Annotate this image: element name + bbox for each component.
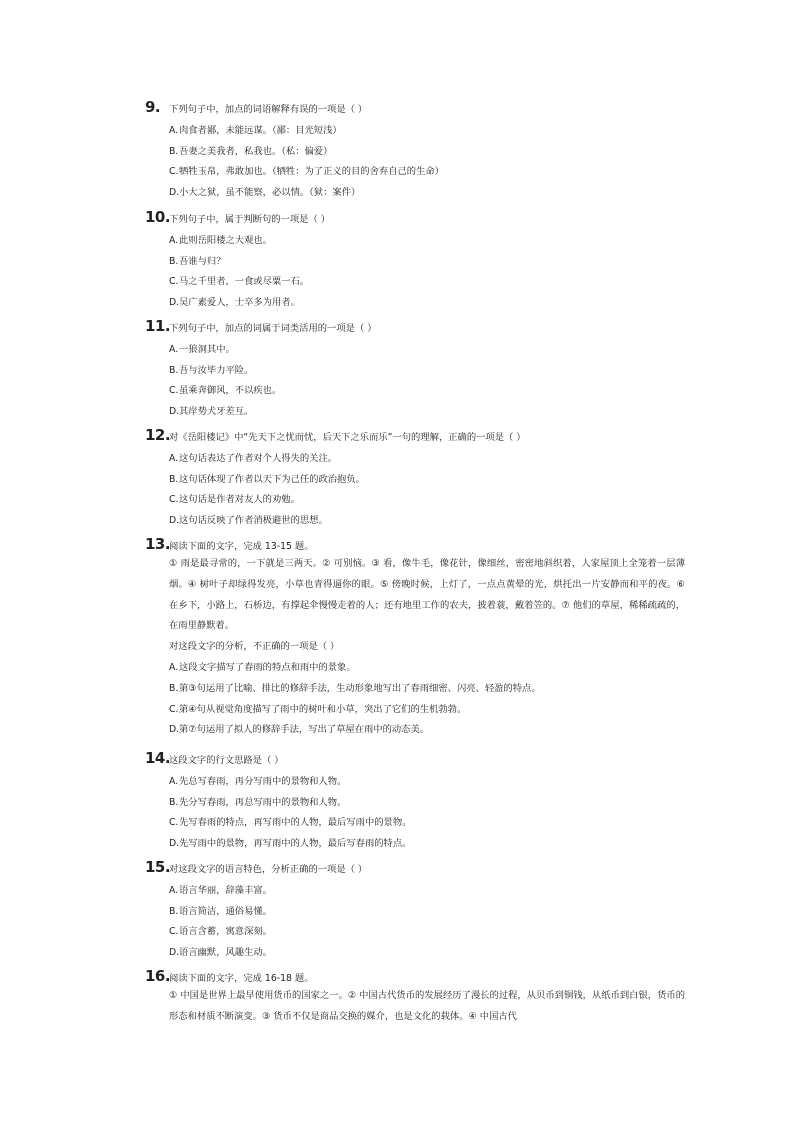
question-prompt: 对《岳阳楼记》中“先天下之忧而忧，后天下之乐而乐”一句的理解，正确的一项是（ ） xyxy=(169,432,526,443)
question-number: 9. xyxy=(145,98,161,116)
option-b: B. 第③句运用了比喻、排比的修辞手法，生动形象地写出了春雨细密、闪亮、轻盈的特点。 xyxy=(169,682,541,694)
question-prompt: 下列句子中，加点的词属于词类活用的一项是（ ） xyxy=(169,323,377,334)
question-prompt: 这段文字的行文思路是（ ） xyxy=(169,755,284,766)
option-c: C. 马之千里者，一食或尽粟一石。 xyxy=(169,276,310,288)
question-9 xyxy=(145,98,685,199)
option-d: D. 第⑦句运用了拟人的修辞手法，写出了草屋在雨中的动态美。 xyxy=(169,724,430,736)
question-number: 11. xyxy=(145,317,171,335)
question-number: 12. xyxy=(145,426,171,444)
question-16 xyxy=(145,967,685,1028)
option-d: D. 语言幽默，风趣生动。 xyxy=(169,947,272,959)
option-a: A. 这段文字描写了春雨的特点和雨中的景象。 xyxy=(169,661,356,673)
option-d: D. 其岸势犬牙差互。 xyxy=(169,406,254,418)
option-a: A. 语言华丽，辞藻丰富。 xyxy=(169,884,272,896)
option-c: C. 这句话是作者对友人的劝勉。 xyxy=(169,494,300,506)
option-a: A. 此则岳阳楼之大观也。 xyxy=(169,234,272,246)
reading-passage: ① 中国是世界上最早使用货币的国家之一。② 中国古代货币的发展经历了漫长的过程，从贝币到铜钱，从纸币到白银，货币的形态和材质不断演变。③ 货币不仅是商品交换的媒介，也是文化的载体。④ 中国古代 xyxy=(169,990,685,1022)
question-number: 10. xyxy=(145,208,171,226)
option-a: A. 肉食者鄙，未能远谋。（鄙：目光短浅） xyxy=(169,124,342,136)
question-11 xyxy=(145,317,685,418)
question-10 xyxy=(145,208,685,309)
question-15 xyxy=(145,858,685,959)
option-c: C. 第④句从视觉角度描写了雨中的树叶和小草，突出了它们的生机勃勃。 xyxy=(169,703,467,715)
option-b: B. 先分写春雨，再总写雨中的景物和人物。 xyxy=(169,796,347,808)
option-b: B. 吾与汝毕力平险。 xyxy=(169,364,254,376)
question-12 xyxy=(145,426,685,527)
option-c: C. 虽乘奔御风，不以疾也。 xyxy=(169,385,282,397)
option-c: C. 牺牲玉帛，弗敢加也。（牺牲：为了正义的目的舍弃自己的生命） xyxy=(169,166,444,178)
question-number: 16. xyxy=(145,967,171,985)
question-prompt: 下列句子中，属于判断句的一项是（ ） xyxy=(169,214,331,225)
option-b: B. 吾谁与归？ xyxy=(169,255,226,267)
option-b: B. 这句话体现了作者以天下为己任的政治抱负。 xyxy=(169,473,365,485)
option-d: D. 先写雨中的景物，再写雨中的人物，最后写春雨的特点。 xyxy=(169,838,412,850)
question-number: 15. xyxy=(145,858,171,876)
option-d: D. 小大之狱，虽不能察，必以情。（狱：案件） xyxy=(169,187,361,199)
question-14 xyxy=(145,749,685,850)
question-prompt: 阅读下面的文字，完成 13-15 题。 xyxy=(169,541,314,552)
option-c: C. 先写春雨的特点，再写雨中的人物，最后写雨中的景物。 xyxy=(169,817,412,829)
option-a: A. 先总写春雨，再分写雨中的景物和人物。 xyxy=(169,775,347,787)
reading-passage: ① 雨是最寻常的，一下就是三两天。② 可别恼。③ 看，像牛毛，像花针，像细丝，密密地斜织着，人家屋顶上全笼着一层薄烟。④ 树叶子却绿得发亮，小草也青得逼你的眼。⑤ 傍晚时候，上灯了，一点点黄晕的光，烘托出一片安静而和平的夜。⑥ 在乡下，小路上，石桥边，有撑起伞慢慢走着的人；还有地里工作的农夫，披着蓑，戴着笠的。⑦ 他们的草屋，稀稀疏疏的，在雨里静默着。 xyxy=(169,558,685,632)
option-b: B. 吾妻之美我者，私我也。（私：偏爱） xyxy=(169,145,333,157)
question-number: 14. xyxy=(145,749,171,767)
option-a: A. 一狼洞其中。 xyxy=(169,343,235,355)
question-13 xyxy=(145,535,685,736)
option-d: D. 这句话反映了作者消极避世的思想。 xyxy=(169,515,328,527)
question-prompt: 对这段文字的语言特色，分析正确的一项是（ ） xyxy=(169,864,368,875)
question-number: 13. xyxy=(145,535,171,553)
question-prompt: 下列句子中，加点的词语解释有误的一项是（ ） xyxy=(169,104,368,115)
sub-prompt: 对这段文字的分析，不正确的一项是（ ） xyxy=(169,641,340,653)
option-b: B. 语言简洁，通俗易懂。 xyxy=(169,905,272,917)
option-c: C. 语言含蓄，寓意深刻。 xyxy=(169,926,272,938)
question-prompt: 阅读下面的文字，完成 16-18 题。 xyxy=(169,973,314,984)
option-d: D. 吴广素爱人，士卒多为用者。 xyxy=(169,297,300,309)
option-a: A. 这句话表达了作者对个人得失的关注。 xyxy=(169,452,338,464)
